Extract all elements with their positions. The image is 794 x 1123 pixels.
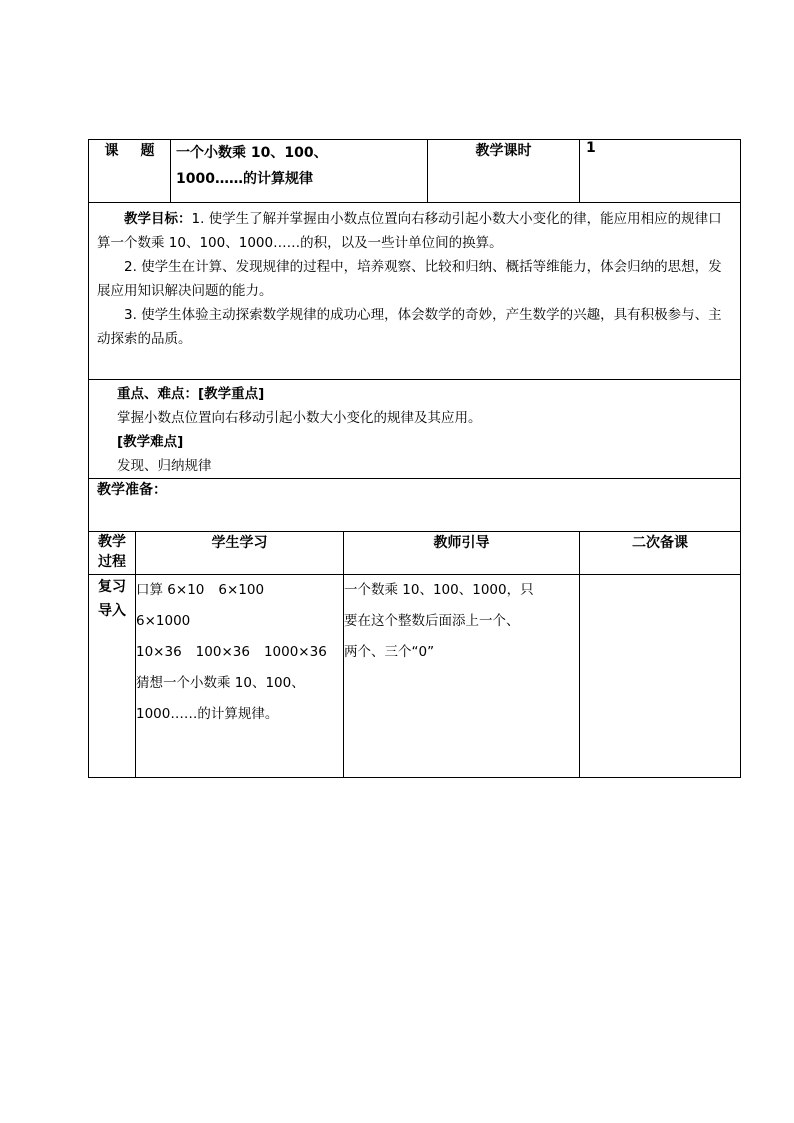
student-line-3: 猜想一个小数乘 10、100、 [136, 675, 305, 691]
goal-3: 3. 使学生体验主动探索数学规律的成功心理，体会数学的奇妙，产生数学的兴趣，具有积极参与、主动探索的品质。 [97, 307, 722, 347]
period-label: 教学课时 [428, 140, 580, 203]
key-points-label: 重点、难点： [117, 386, 198, 402]
focus-label: [教学重点] [198, 386, 265, 402]
period-value: 1 [580, 140, 741, 203]
column-process: 教学 过程 [89, 532, 136, 575]
teacher-line-3: 两个、三个“0” [344, 644, 435, 660]
topic-title [171, 140, 428, 203]
key-points-row [89, 380, 741, 479]
review-teacher-cell [344, 575, 580, 778]
review-row [89, 575, 741, 778]
goal-1 [97, 207, 730, 255]
difficulty-label: [教学难点] [117, 434, 184, 450]
prep-label: 教学准备： [97, 482, 167, 498]
difficulty-text: 发现、归纳规律 [117, 458, 212, 474]
prep-row [89, 479, 741, 532]
goals-label: 教学目标： [124, 211, 192, 227]
prep-cell [89, 479, 741, 532]
review-phase: 复习 导入 [89, 575, 136, 778]
student-line-1: 口算 6×10 6×1006×1000 [136, 582, 265, 629]
goal-1-text: 1. 使学生了解并掌握由小数点位置向右移动引起小数大小变化的律，能应用相应的规律口算一个数乘 10、100、1000……的积，以及一些计单位间的换算。 [97, 211, 722, 251]
topic-title-line2: 1000……的计算规律 [176, 171, 313, 187]
student-line-2: 10×36 100×36 1000×36 [136, 644, 327, 660]
goals-row [89, 203, 741, 380]
review-notes-cell [580, 575, 741, 778]
student-line-4: 1000……的计算规律。 [136, 706, 279, 722]
column-student: 学生学习 [136, 532, 344, 575]
teacher-line-2: 要在这个整数后面添上一个、 [344, 613, 520, 629]
lesson-plan-table [88, 139, 741, 778]
focus-text: 掌握小数点位置向右移动引起小数大小变化的规律及其应用。 [117, 410, 482, 426]
topic-label: 课 题 [89, 140, 171, 203]
topic-row [89, 140, 741, 203]
topic-title-line1: 一个小数乘 10、100、 [176, 145, 328, 161]
column-teacher: 教师引导 [344, 532, 580, 575]
column-header-row [89, 532, 741, 575]
key-points-cell [89, 380, 741, 479]
teacher-line-1: 一个数乘 10、100、1000，只 [344, 582, 534, 598]
review-student-cell [136, 575, 344, 778]
column-notes: 二次备课 [580, 532, 741, 575]
goal-2: 2. 使学生在计算、发现规律的过程中，培养观察、比较和归纳、概括等维能力，体会归纳的思想，发展应用知识解决问题的能力。 [97, 259, 722, 299]
goals-cell [89, 203, 741, 380]
key-points-heading [117, 382, 730, 406]
